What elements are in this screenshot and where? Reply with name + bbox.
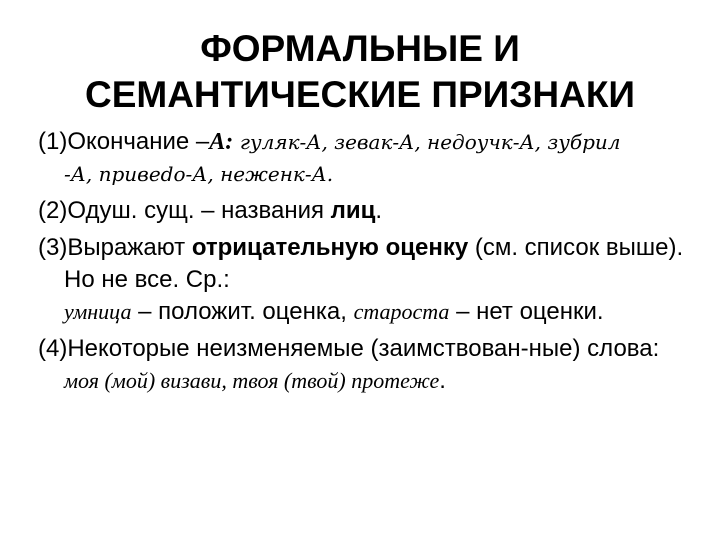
point-4-end: . — [439, 367, 446, 394]
point-3-rest: (см. список выше). Но не все. Ср.: — [64, 234, 684, 293]
point-1-examples-line1: гуляк-А, зевак-А, недоучк-А, зубрил — [239, 130, 621, 154]
point-4-examples: моя (мой) визави, твоя (твой) протеже — [64, 368, 440, 393]
point-4-text: (4)Некоторые неизменяемые (заимствован-ные) слова: — [38, 335, 660, 362]
point-3-prefix: (3)Выражают — [38, 234, 192, 261]
point-3-bold: отрицательную оценку — [191, 234, 469, 261]
slide-title — [0, 26, 720, 118]
point-3 — [38, 232, 698, 328]
title-line-1: ФОРМАЛЬНЫЕ И — [200, 28, 520, 69]
point-2-end: . — [375, 197, 383, 224]
point-3-example-1: умница — [64, 299, 132, 324]
point-2-text: (2)Одуш. сущ. – названия — [38, 197, 331, 224]
point-4 — [38, 333, 698, 397]
title-line-2: СЕМАНТИЧЕСКИЕ ПРИЗНАКИ — [84, 74, 636, 115]
point-1 — [38, 126, 698, 190]
point-1-prefix: (1)Окончание – — [38, 128, 210, 155]
point-1-examples-line2: -А, привеdo-А, неженк-А. — [64, 162, 334, 186]
point-1-ending: А: — [209, 129, 234, 155]
point-3-example-2: староста — [353, 299, 450, 324]
point-2-bold: лиц — [330, 197, 376, 224]
point-3-end: – нет оценки. — [449, 298, 604, 325]
point-2 — [38, 195, 698, 227]
slide-body — [38, 126, 698, 402]
point-3-mid: – положит. оценка, — [131, 298, 354, 325]
